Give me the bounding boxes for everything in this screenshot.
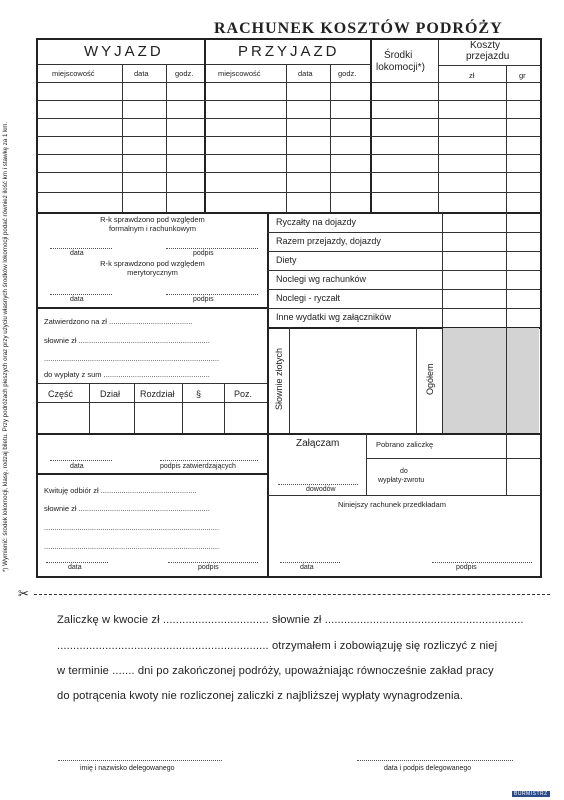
footnote-side-text: *) Wymienić: środek lokomocji, klasę, rodzaj biletu. Przy podróżach pieszych oraz przy użyciu własnych środków lokomocji podać również ilość km i stawkę za 1 km. bbox=[2, 121, 9, 572]
section-divider bbox=[38, 473, 267, 475]
column-divider bbox=[286, 64, 287, 212]
code-cell[interactable] bbox=[134, 383, 135, 433]
table-row[interactable] bbox=[38, 192, 540, 193]
col-godz: godz. bbox=[338, 69, 357, 78]
header-divider bbox=[438, 65, 540, 66]
form-frame bbox=[36, 38, 542, 578]
receipt-amount-field[interactable]: Kwituję odbiór zł .............................................. bbox=[44, 486, 197, 495]
data-label: data bbox=[70, 250, 84, 257]
column-divider bbox=[506, 65, 507, 212]
col-data: data bbox=[298, 69, 313, 78]
podpis-label: podpis bbox=[193, 296, 214, 303]
table-row[interactable] bbox=[38, 118, 540, 119]
niniejszy-label: Niniejszy rachunek przedkładam bbox=[338, 500, 446, 509]
column-divider bbox=[370, 40, 372, 212]
expense-inne: Inne wydatki wg załączników bbox=[276, 312, 392, 322]
podpis-label: podpis bbox=[456, 564, 477, 571]
code-rozdzial: Rozdział bbox=[140, 389, 175, 399]
podpis-label: podpis bbox=[198, 564, 219, 571]
expense-razem: Razem przejazdy, dojazdy bbox=[276, 236, 381, 246]
code-cell[interactable] bbox=[182, 383, 183, 433]
formal-check-line1: R-k sprawdzono pod względem bbox=[100, 215, 205, 224]
lokomocji-heading: lokomocji*) bbox=[376, 62, 425, 73]
column-divider bbox=[289, 327, 290, 435]
koszty-heading: Koszty bbox=[470, 40, 501, 51]
codes-top bbox=[38, 383, 267, 384]
column-divider bbox=[204, 40, 206, 212]
data-field[interactable] bbox=[280, 562, 340, 563]
column-divider bbox=[166, 64, 167, 212]
ogolem-label: Ogółem bbox=[425, 363, 435, 395]
expense-noclegi-rycz: Noclegi - ryczałt bbox=[276, 293, 341, 303]
payout-field[interactable]: do wypłaty z sum ................................................... bbox=[44, 370, 210, 379]
expense-row[interactable] bbox=[267, 232, 540, 233]
expense-row[interactable] bbox=[267, 251, 540, 252]
przyjazd-heading: PRZYJAZD bbox=[238, 43, 340, 60]
code-cell[interactable] bbox=[89, 383, 90, 433]
document-title: RACHUNEK KOSZTÓW PODRÓŻY bbox=[214, 20, 503, 37]
col-gr: gr bbox=[519, 71, 526, 80]
wyjazd-heading: WYJAZD bbox=[84, 43, 164, 60]
advance-line-1[interactable]: Zaliczkę w kwocie zł ................................. słownie zł .............................................................. bbox=[57, 614, 524, 626]
advance-line-4: do potrącenia kwoty nie rozliczonej zaliczki z najbliższej wypłaty wynagrodzenia. bbox=[57, 690, 464, 702]
do-label: do bbox=[400, 468, 408, 475]
cut-line bbox=[34, 594, 550, 595]
code-cell[interactable] bbox=[224, 383, 225, 433]
expense-row[interactable] bbox=[267, 289, 540, 290]
approvers-label: podpis zatwierdzających bbox=[160, 463, 236, 470]
codes-header-line bbox=[38, 402, 267, 403]
merit-check-line1: R-k sprawdzono pod względem bbox=[100, 259, 205, 268]
section-divider bbox=[38, 212, 540, 214]
total-amount-cell bbox=[443, 328, 539, 434]
receipt-words-cont[interactable]: .................................................................................... bbox=[44, 542, 220, 551]
name-label: imię i nazwisko delegowanego bbox=[80, 765, 175, 772]
signature-field[interactable] bbox=[168, 562, 258, 563]
advance-line-2[interactable]: .................................................................. otrzymałem i zobowiązuję się rozliczyć z niej bbox=[57, 640, 498, 652]
column-divider bbox=[366, 433, 367, 495]
section-divider bbox=[38, 433, 267, 435]
name-field[interactable] bbox=[58, 760, 222, 761]
dowodow-label: dowodów bbox=[306, 486, 336, 493]
col-miejscowosc: miejscowość bbox=[218, 69, 261, 78]
expense-row[interactable] bbox=[267, 270, 540, 271]
signature-field[interactable] bbox=[160, 460, 258, 461]
publisher-logo: BURMISTRZ bbox=[514, 791, 548, 797]
column-divider bbox=[330, 64, 331, 212]
col-godz: godz. bbox=[175, 69, 194, 78]
data-label: data bbox=[70, 463, 84, 470]
data-label: data bbox=[70, 296, 84, 303]
signature-field[interactable] bbox=[357, 760, 513, 761]
table-row[interactable] bbox=[38, 154, 540, 155]
receipt-words-cont[interactable]: .................................................................................... bbox=[44, 523, 220, 532]
data-field[interactable] bbox=[50, 248, 112, 249]
signature-field[interactable] bbox=[166, 294, 258, 295]
col-data: data bbox=[134, 69, 149, 78]
col-miejscowosc: miejscowość bbox=[52, 69, 95, 78]
column-divider bbox=[506, 433, 507, 495]
table-row[interactable] bbox=[38, 172, 540, 173]
column-divider bbox=[416, 327, 417, 435]
advance-cell-line bbox=[366, 458, 540, 459]
advance-line-3[interactable]: w terminie ....... dni po zakończonej podróży, upoważniając równocześnie zakład pracy bbox=[57, 665, 494, 677]
data-label: data bbox=[300, 564, 314, 571]
code-poz: Poz. bbox=[234, 389, 253, 399]
przejazdu-heading: przejazdu bbox=[466, 51, 510, 62]
approved-amount-field[interactable]: Zatwierdzono na zł ........................................ bbox=[44, 317, 193, 326]
section-divider bbox=[267, 495, 540, 496]
wyplaty-zwrotu-label: wypłaty-zwrotu bbox=[378, 477, 425, 484]
col-zl: zł bbox=[469, 71, 475, 80]
approved-words-field[interactable]: słownie zł ............................................................... bbox=[44, 336, 210, 345]
expense-diety: Diety bbox=[276, 255, 297, 265]
code-dzial: Dział bbox=[100, 389, 121, 399]
zalaczam-label: Załączam bbox=[296, 438, 340, 449]
expense-row[interactable] bbox=[267, 308, 540, 309]
data-field[interactable] bbox=[50, 294, 112, 295]
formal-check-line2: formalnym i rachunkowym bbox=[108, 224, 197, 233]
column-divider bbox=[122, 64, 123, 212]
table-row[interactable] bbox=[38, 100, 540, 101]
scissors-icon: ✂ bbox=[18, 586, 29, 601]
attachments-count-field[interactable] bbox=[278, 484, 358, 485]
signature-field[interactable] bbox=[432, 562, 532, 563]
expense-ryczalty: Ryczałty na dojazdy bbox=[276, 217, 357, 227]
data-field[interactable] bbox=[46, 562, 108, 563]
main-divider bbox=[267, 212, 269, 578]
code-czesc: Część bbox=[48, 389, 74, 399]
section-divider bbox=[267, 433, 540, 435]
slownie-zlotych-label: Słownie złotych bbox=[274, 347, 284, 410]
code-paragraf: § bbox=[196, 389, 202, 399]
section-divider bbox=[38, 307, 267, 309]
expense-noclegi-rach: Noclegi wg rachunków bbox=[276, 274, 367, 284]
header-divider bbox=[38, 82, 540, 83]
pobrano-label: Pobrano zaliczkę bbox=[376, 440, 434, 449]
srodki-heading: Środki bbox=[384, 50, 413, 61]
approved-words-cont[interactable]: .................................................................................... bbox=[44, 354, 220, 363]
podpis-label: podpis bbox=[193, 250, 214, 257]
data-field[interactable] bbox=[50, 460, 112, 461]
signature-label: data i podpis delegowanego bbox=[384, 765, 472, 772]
signature-field[interactable] bbox=[166, 248, 258, 249]
table-row[interactable] bbox=[38, 136, 540, 137]
merit-check-line2: merytorycznym bbox=[127, 268, 178, 277]
column-divider bbox=[506, 327, 507, 435]
data-label: data bbox=[68, 564, 82, 571]
receipt-words-field[interactable]: słownie zł ............................................................... bbox=[44, 504, 210, 513]
column-divider bbox=[438, 40, 439, 212]
